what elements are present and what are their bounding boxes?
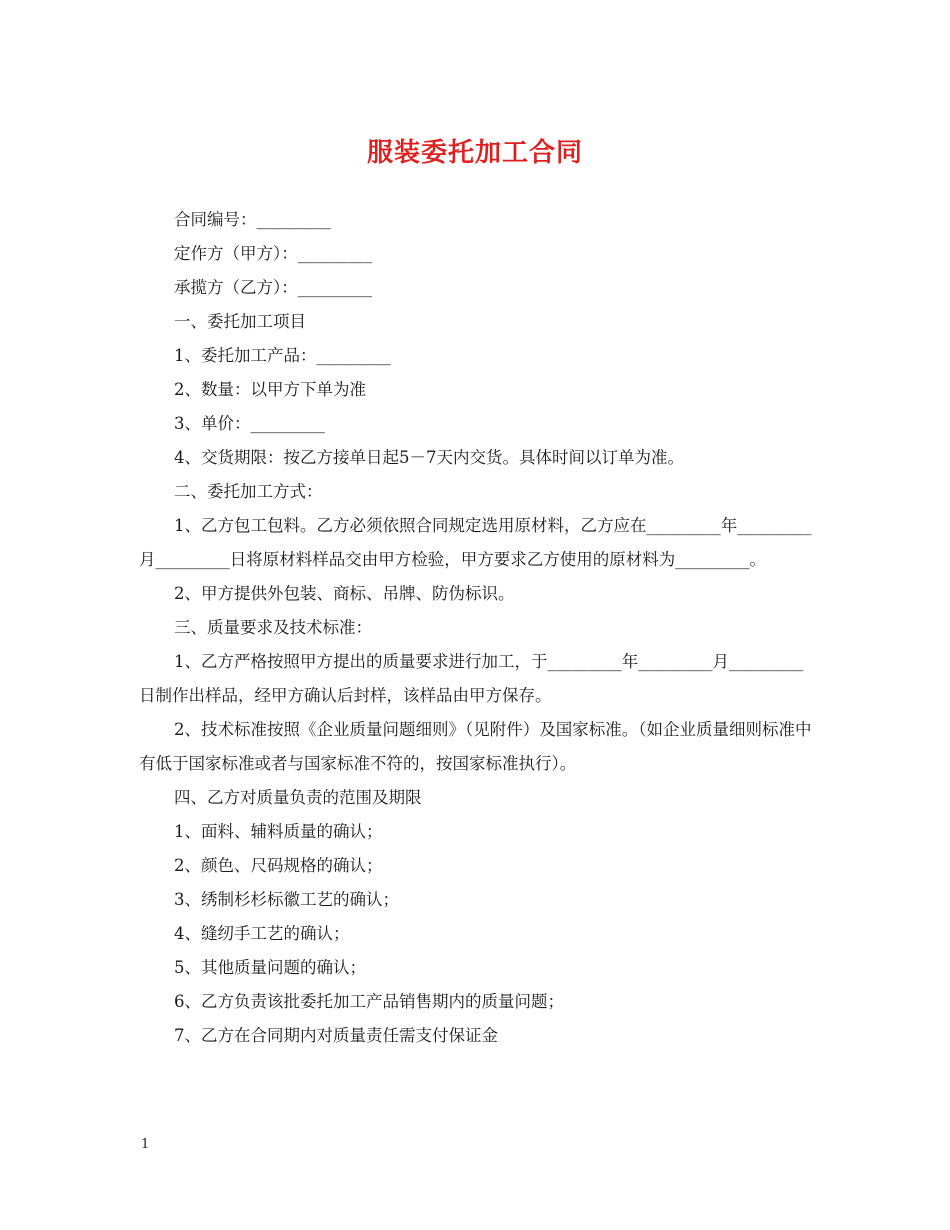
paragraph: 5、其他质量问题的确认； — [174, 958, 366, 977]
section-heading-3: 三、质量要求及技术标准： — [174, 618, 372, 637]
paragraph: 2、技术标准按照《企业质量问题细则》（见附件）及国家标准。（如企业质量细则标准中有低于国家标准或者与国家标准不符的，按国家标准执行）。 — [139, 720, 812, 773]
section-heading-4: 四、乙方对质量负责的范围及期限 — [174, 788, 422, 807]
paragraph-party-b: 承揽方（乙方）：_________ — [174, 278, 372, 297]
paragraph: 2、甲方提供外包装、商标、吊牌、防伪标识。 — [174, 584, 515, 603]
paragraph-contract-number: 合同编号：_________ — [174, 210, 331, 229]
paragraph-party-a: 定作方（甲方）：_________ — [174, 244, 372, 263]
section-heading-2: 二、委托加工方式： — [174, 482, 323, 501]
paragraph: 4、缝纫手工艺的确认； — [174, 924, 350, 943]
paragraph: 1、委托加工产品：_________ — [174, 346, 391, 365]
paragraph: 3、绣制杉杉标徽工艺的确认； — [174, 890, 399, 909]
paragraph: 2、颜色、尺码规格的确认； — [174, 856, 383, 875]
document-title: 服装委托加工合同 — [366, 138, 583, 168]
paragraph: 1、乙方严格按照甲方提出的质量要求进行加工，于_________年_________月_________日制作出样品，经甲方确认后封样，该样品由甲方保存。 — [139, 652, 804, 705]
paragraph: 3、单价：_________ — [174, 414, 325, 433]
document-body — [139, 203, 815, 1053]
paragraph: 4、交货期限：按乙方接单日起5－7天内交货。具体时间以订单为准。 — [174, 448, 684, 467]
paragraph: 7、乙方在合同期内对质量责任需支付保证金 — [174, 1026, 498, 1045]
paragraph: 2、数量：以甲方下单为准 — [174, 380, 366, 399]
paragraph: 1、面料、辅料质量的确认； — [174, 822, 383, 841]
section-heading-1: 一、委托加工项目 — [174, 312, 306, 331]
page-number: 1 — [141, 1137, 150, 1152]
paragraph: 1、乙方包工包料。乙方必须依照合同规定选用原材料，乙方应在_________年_________月_________日将原材料样品交由甲方检验，甲方要求乙方使用的原材料为_________。 — [139, 516, 812, 569]
paragraph: 6、乙方负责该批委托加工产品销售期内的质量问题； — [174, 992, 564, 1011]
